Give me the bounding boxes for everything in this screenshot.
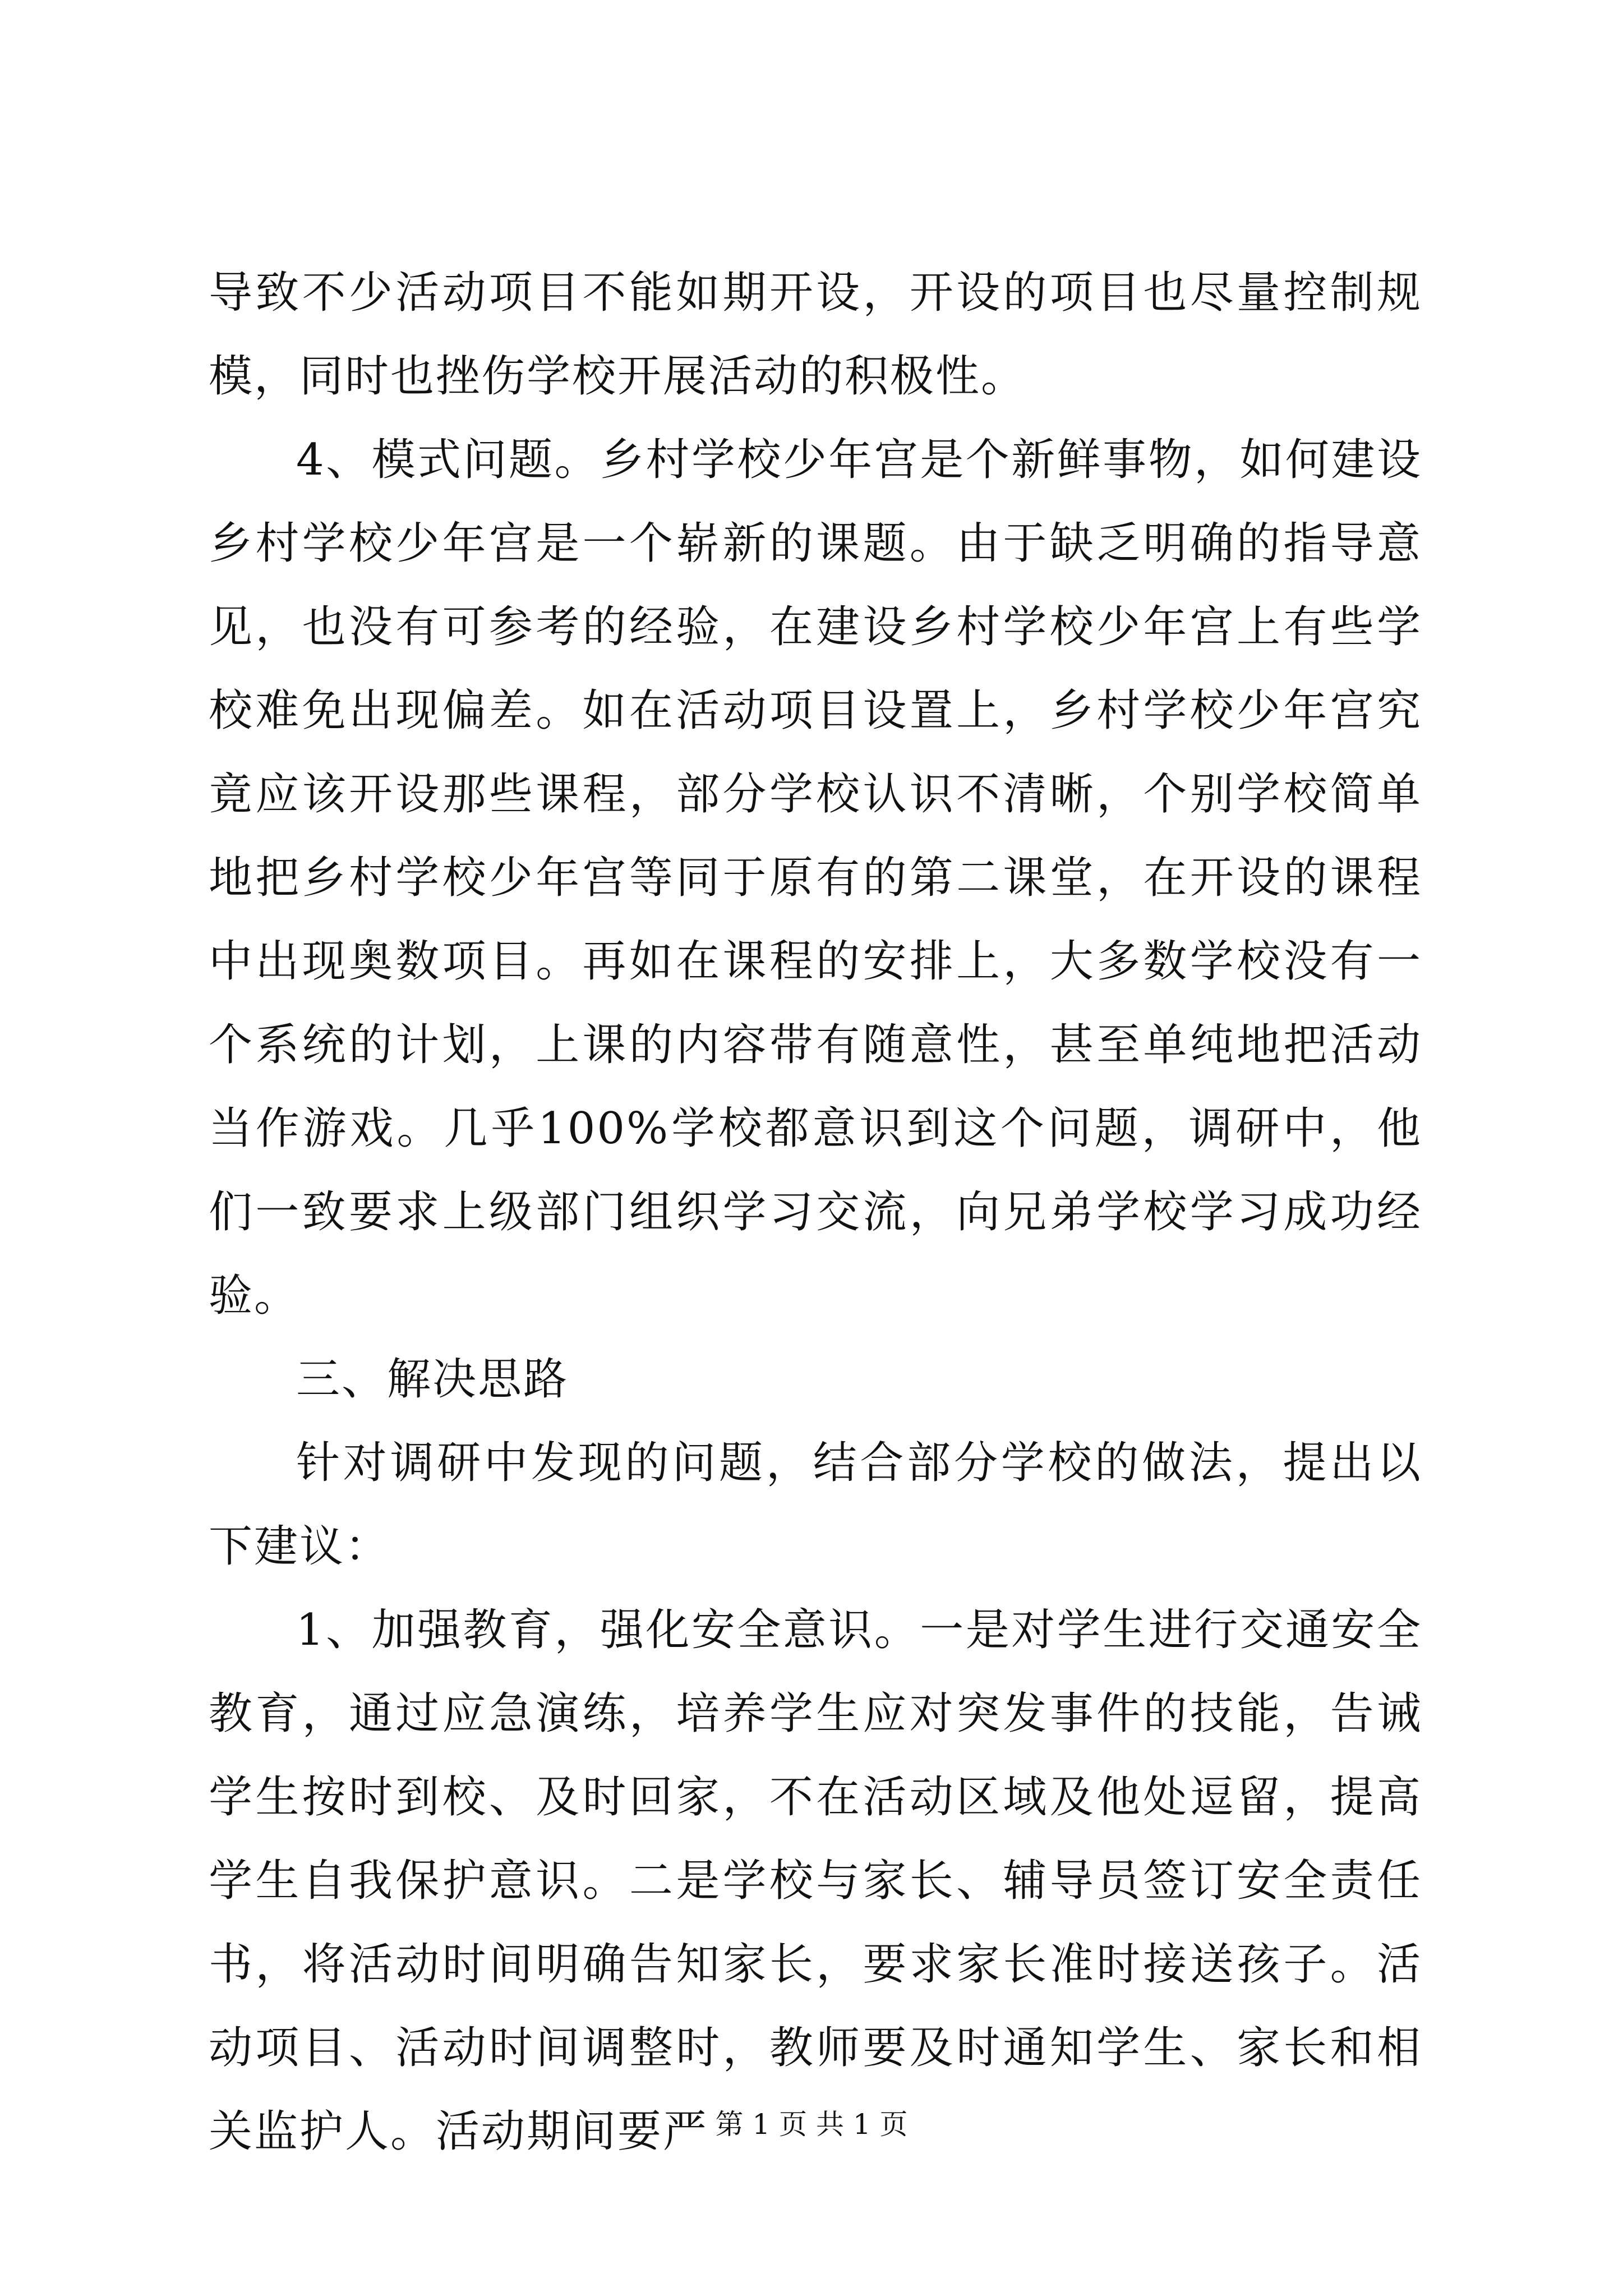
paragraph-2: 4、模式问题。乡村学校少年宫是个新鲜事物，如何建设乡村学校少年宫是一个崭新的课题。由于缺乏明确的指导意见，也没有可参考的经验，在建设乡村学校少年宫上有些学校难免出现偏差。如在活动项目设置上，乡村学校少年宫究竟应该开设那些课程，部分学校认识不清晰，个别学校简单地把乡村学校少年宫等同于原有的第二课堂，在开设的课程中出现奥数项目。再如在课程的安排上，大多数学校没有一个系统的计划，上课的内容带有随意性，甚至单纯地把活动当作游戏。几乎100%学校都意识到这个问题，调研中，他们一致要求上级部门组织学习交流，向兄弟学校学习成功经验。: [209, 435, 1422, 1321]
paragraph-4: 1、加强教育，强化安全意识。一是对学生进行交通安全教育，通过应急演练，培养学生应对突发事件的技能，告诫学生按时到校、及时回家，不在活动区域及他处逗留，提高学生自我保护意识。二是学校与家长、辅导员签订安全责任书，将活动时间明确告知家长，要求家长准时接送孩子。活动项目、活动时间调整时，教师要及时通知学生、家长和相关监护人。活动期间要严: [209, 1605, 1422, 2157]
section-heading: 三、解决思路: [296, 1354, 569, 1405]
document-body: [209, 251, 1422, 2174]
paragraph-1: 导致不少活动项目不能如期开设，开设的项目也尽量控制规模，同时也挫伤学校开展活动的积极性。: [209, 268, 1422, 402]
paragraph-3: 针对调研中发现的问题，结合部分学校的做法，提出以下建议：: [209, 1438, 1422, 1572]
page-footer: 第 1 页 共 1 页: [715, 2108, 908, 2141]
